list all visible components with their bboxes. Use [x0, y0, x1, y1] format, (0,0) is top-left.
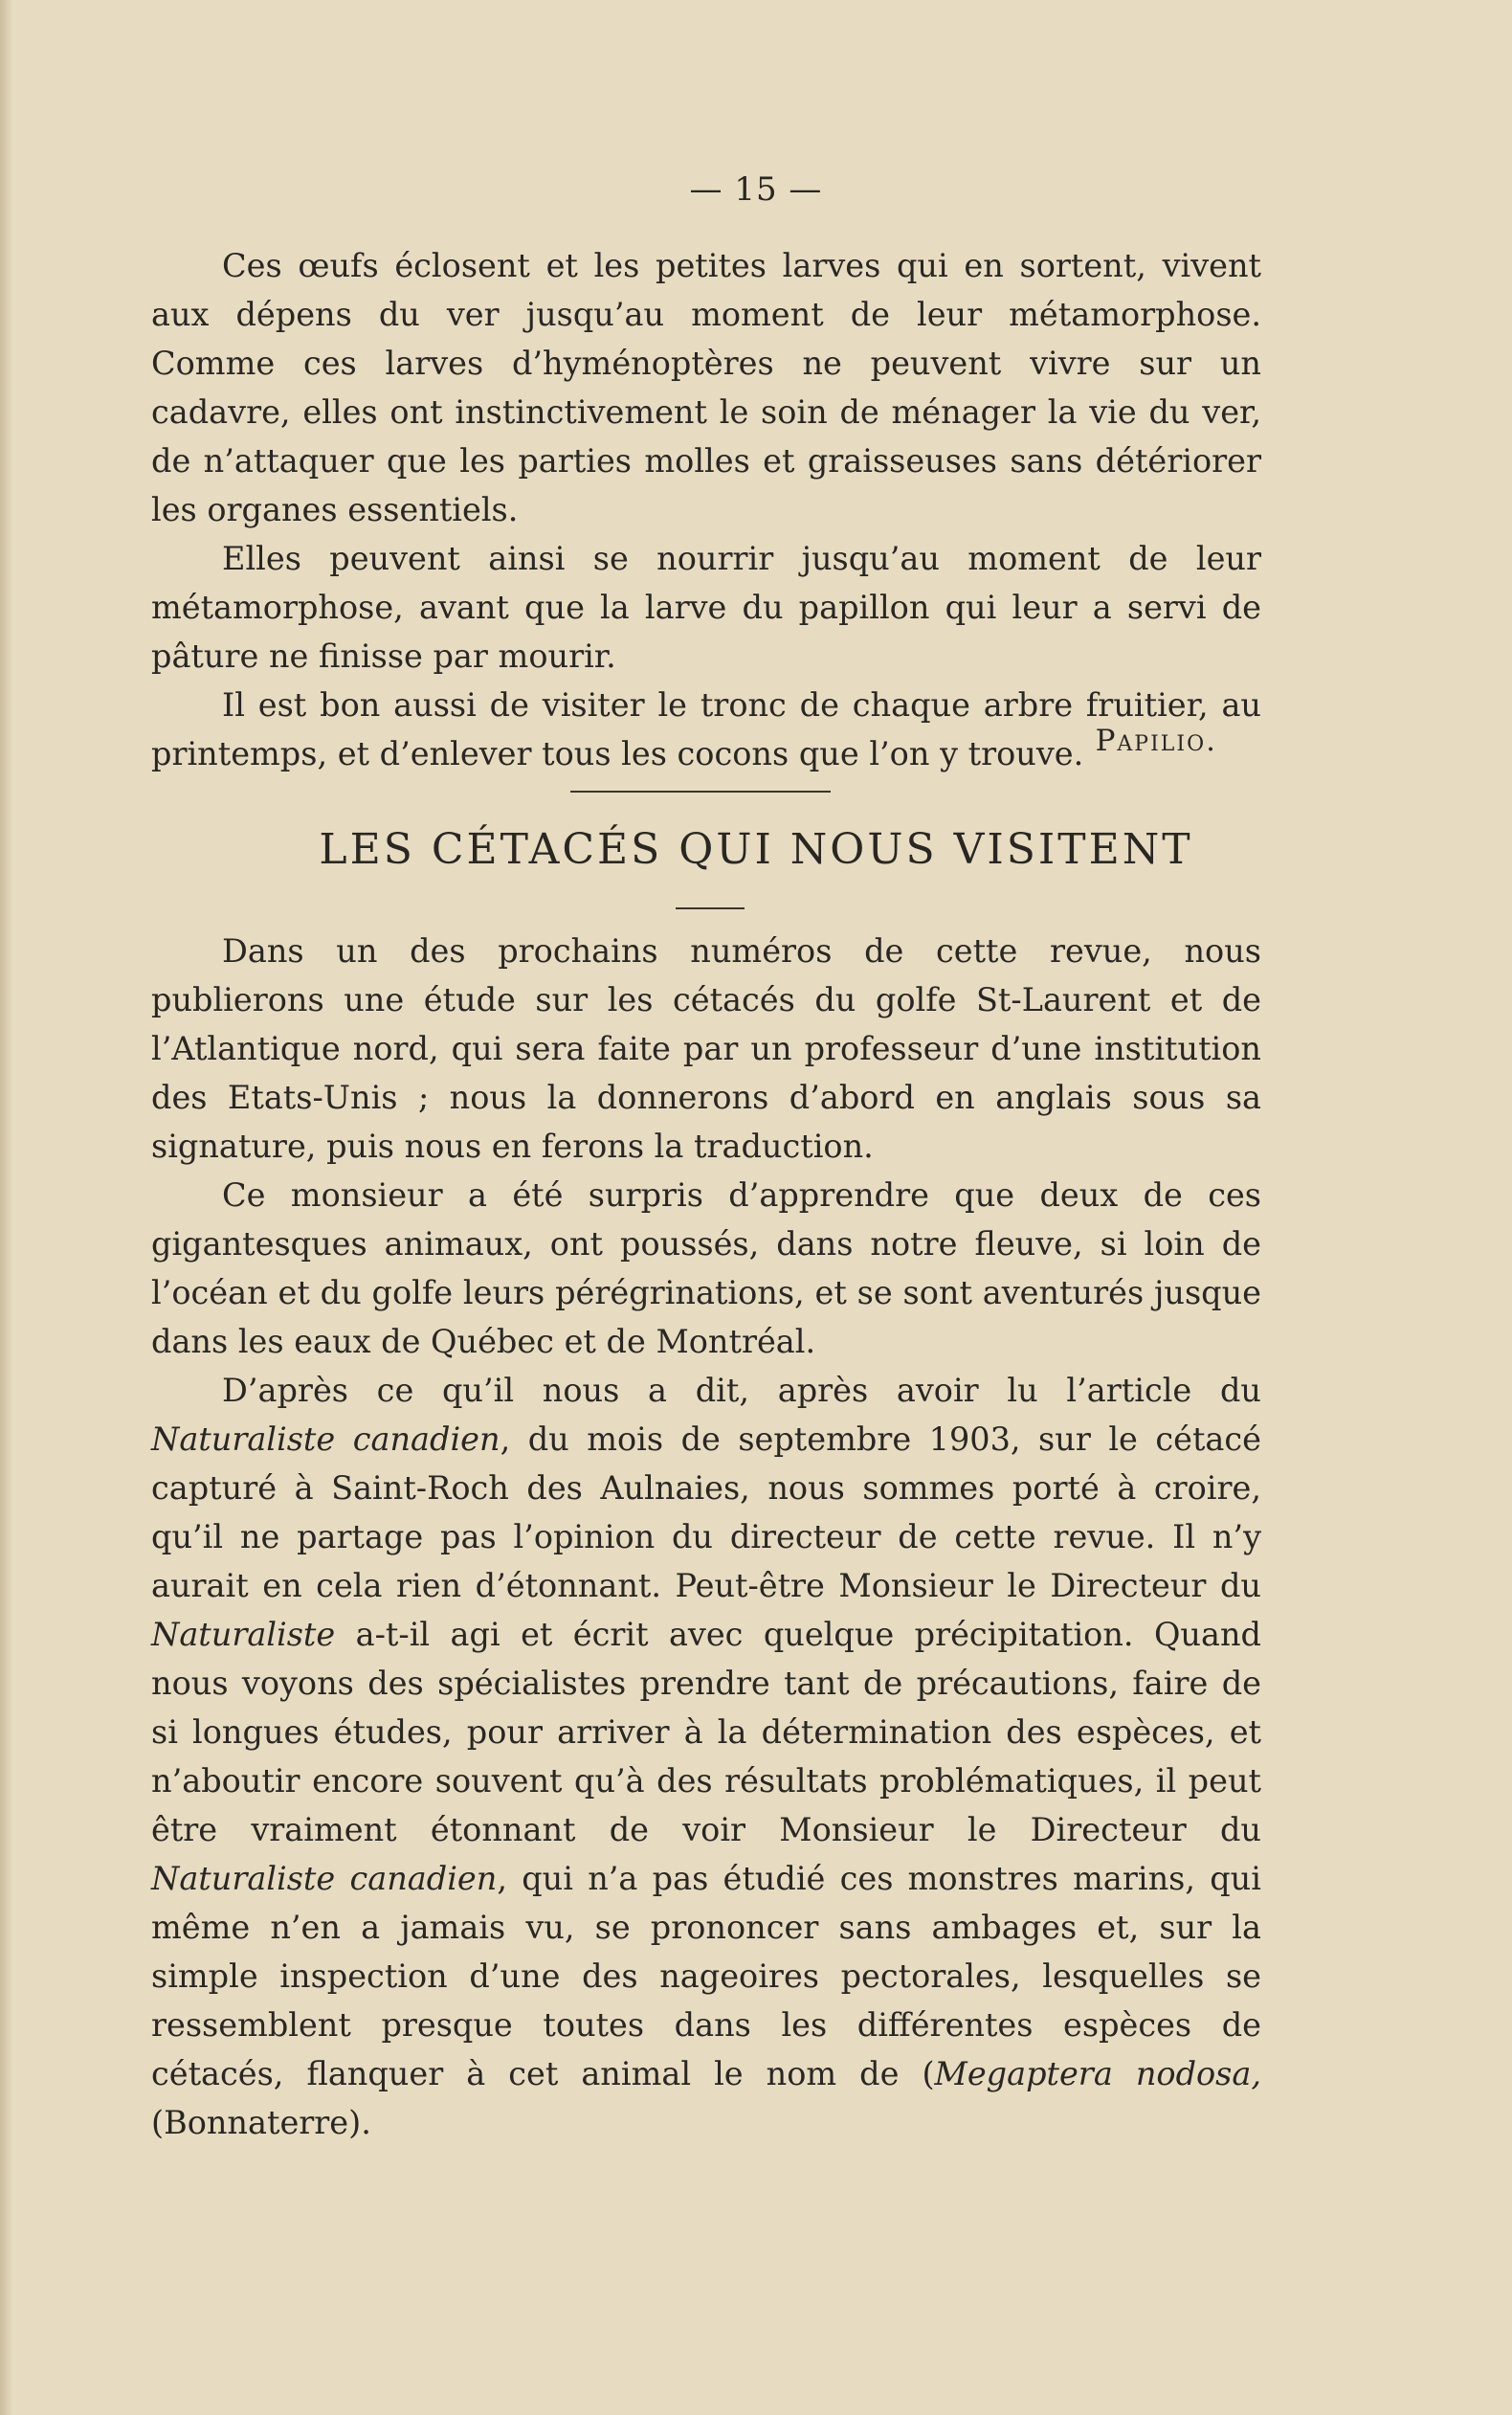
journal-name-italic: Naturaliste canadien: [151, 1420, 500, 1458]
page-number: — 15 —: [689, 170, 823, 209]
section-divider: [570, 791, 831, 793]
article-cetaces-text: [151, 927, 1261, 2147]
journal-name-italic: Naturaliste canadien: [151, 1860, 498, 1897]
journal-name-italic: Naturaliste: [151, 1616, 336, 1653]
text-run: , du mois de septembre 1903, sur le cétacé capturé à Saint-Roch des Aulnaies, nous sommes porté à croire, qu’il ne partage pas l’opinion du directeur de cette revue. Il n’y aurait en cela rien d’étonnant. Peut-être Monsieur le Directeur du: [151, 1420, 1261, 1604]
paragraph: Ce monsieur a été surpris d’apprendre que deux de ces gigantesques animaux, ont poussés, dans notre fleuve, si loin de l’océan et du golfe leurs pérégrinations, et se sont aventurés jusque dans les eaux de Québec et de Montréal.: [151, 1176, 1261, 1360]
title-underline: [676, 907, 745, 909]
author-signature: Papilio.: [1095, 724, 1217, 758]
page-edge-shadow: [0, 0, 13, 2415]
paragraph: [151, 1366, 1261, 2147]
text-run: , qui n’a pas étudié ces monstres marins, qui même n’en a jamais vu, se prononcer sans ambages et, sur la simple inspection d’une des nageoires pectorales, lesquelles se ressemblent presque toutes dans les différentes espèces de cétacés, flanquer à cet animal le nom de (: [151, 1860, 1261, 2092]
text-run: (Bonnaterre).: [151, 2104, 371, 2141]
paragraph: Dans un des prochains numéros de cette revue, nous publierons une étude sur les cétacés du golfe St-Laurent et de l’Atlantique nord, qui sera faite par un professeur d’une institution des Etats-Unis ; nous la donnerons d’abord en anglais sous sa signature, puis nous en ferons la traduction.: [151, 932, 1261, 1165]
species-name-italic: Megaptera nodosa,: [934, 2055, 1261, 2092]
article-papilio-text: [151, 241, 1261, 778]
paragraph: Ces œufs éclosent et les petites larves qui en sortent, vivent aux dépens du ver jusqu’au moment de leur métamorphose. Comme ces larves d’hyménoptères ne peuvent vivre sur un cadavre, elles ont instinctivement le soin de ménager la vie du ver, de n’attaquer que les parties molles et graisseuses sans détériorer les organes essentiels.: [151, 247, 1261, 528]
text-run: a-t-il agi et écrit avec quelque précipitation. Quand nous voyons des spécialistes prendre tant de précautions, faire de si longues études, pour arriver à la détermination des espèces, et n’aboutir encore souvent qu’à des résultats problématiques, il peut être vraiment étonnant de voir Monsieur le Directeur du: [151, 1616, 1261, 1848]
article-title: LES CÉTACÉS QUI NOUS VISITENT: [319, 825, 1193, 874]
paragraph: Il est bon aussi de visiter le tronc de chaque arbre fruitier, au printemps, et d’enlever tous les cocons que l’on y trouve.: [151, 686, 1261, 772]
paragraph: Elles peuvent ainsi se nourrir jusqu’au moment de leur métamorphose, avant que la larve du papillon qui leur a servi de pâture ne finisse par mourir.: [151, 540, 1261, 675]
text-run: D’après ce qu’il nous a dit, après avoir lu l’article du: [222, 1372, 1261, 1409]
